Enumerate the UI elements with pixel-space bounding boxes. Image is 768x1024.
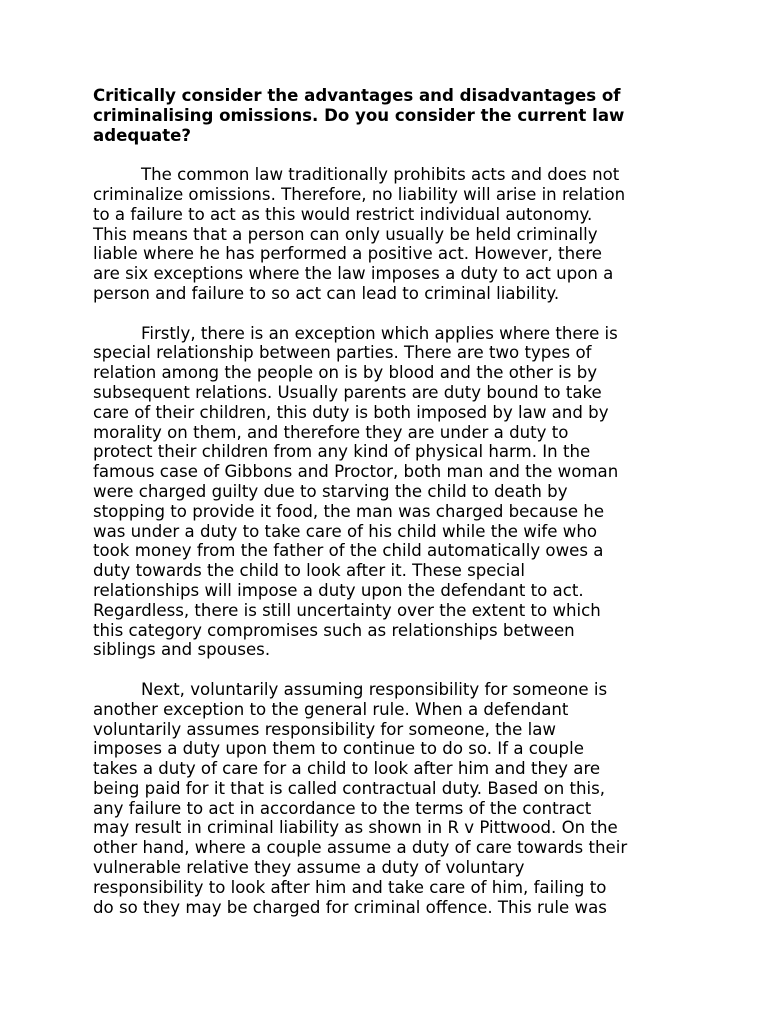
paragraph-line: voluntarily assumes responsibility for someone, the law [93, 719, 556, 739]
paragraph-line: Regardless, there is still uncertainty over the extent to which [93, 600, 601, 620]
paragraph-line: Firstly, there is an exception which applies where there is [141, 323, 618, 343]
title-line: adequate? [93, 125, 192, 145]
paragraph-line: do so they may be charged for criminal offence. This rule was [93, 897, 607, 917]
paragraph-line: special relationship between parties. There are two types of [93, 343, 592, 363]
paragraph-line: another exception to the general rule. When a defendant [93, 699, 569, 719]
paragraph-line: being paid for it that is called contractual duty. Based on this, [93, 778, 606, 798]
paragraph-special-relationship [93, 324, 693, 661]
paragraph-line: morality on them, and therefore they are under a duty to [93, 422, 569, 442]
paragraph-line: was under a duty to take care of his child while the wife who [93, 521, 598, 541]
paragraph-line: This means that a person can only usually be held criminally [93, 224, 598, 244]
paragraph-line: are six exceptions where the law imposes a duty to act upon a [93, 264, 614, 284]
paragraph-line: may result in criminal liability as shown in R v Pittwood. On the [93, 818, 618, 838]
paragraph-line: takes a duty of care for a child to look after him and they are [93, 759, 601, 779]
paragraph-line: care of their children, this duty is both imposed by law and by [93, 402, 609, 422]
paragraph-line: Next, voluntarily assuming responsibility for someone is [141, 679, 608, 699]
paragraph-line: famous case of Gibbons and Proctor, both man and the woman [93, 462, 619, 482]
paragraph-line: to a failure to act as this would restrict individual autonomy. [93, 204, 593, 224]
paragraph-voluntary-assumption [93, 680, 693, 918]
paragraph-line: responsibility to look after him and take care of him, failing to [93, 877, 607, 897]
document-body [93, 86, 693, 917]
paragraph-line: criminalize omissions. Therefore, no liability will arise in relation [93, 184, 626, 204]
paragraph-line: The common law traditionally prohibits acts and does not [141, 165, 620, 185]
paragraph-line: were charged guilty due to starving the child to death by [93, 481, 568, 501]
paragraph-line: person and failure to so act can lead to criminal liability. [93, 283, 560, 303]
title-line: criminalising omissions. Do you consider the current law [93, 105, 625, 125]
paragraph-line: protect their children from any kind of physical harm. In the [93, 442, 591, 462]
paragraph-line: relationships will impose a duty upon the defendant to act. [93, 580, 584, 600]
paragraph-line: other hand, where a couple assume a duty of care towards their [93, 838, 628, 858]
paragraph-line: vulnerable relative they assume a duty of voluntary [93, 858, 525, 878]
paragraph-line: this category compromises such as relationships between [93, 620, 575, 640]
paragraph-intro [93, 165, 693, 304]
paragraph-line: subsequent relations. Usually parents are duty bound to take [93, 382, 602, 402]
paragraph-line: imposes a duty upon them to continue to do so. If a couple [93, 739, 584, 759]
paragraph-line: siblings and spouses. [93, 640, 271, 660]
title-line: Critically consider the advantages and disadvantages of [93, 86, 621, 105]
paragraph-line: liable where he has performed a positive act. However, there [93, 244, 602, 264]
paragraph-line: relation among the people on is by blood and the other is by [93, 363, 598, 383]
paragraph-line: any failure to act in accordance to the terms of the contract [93, 798, 592, 818]
paragraph-line: duty towards the child to look after it. These special [93, 561, 526, 581]
paragraph-line: took money from the father of the child automatically owes a [93, 541, 604, 561]
paragraph-line: stopping to provide it food, the man was charged because he [93, 501, 605, 521]
document-title [93, 86, 693, 145]
